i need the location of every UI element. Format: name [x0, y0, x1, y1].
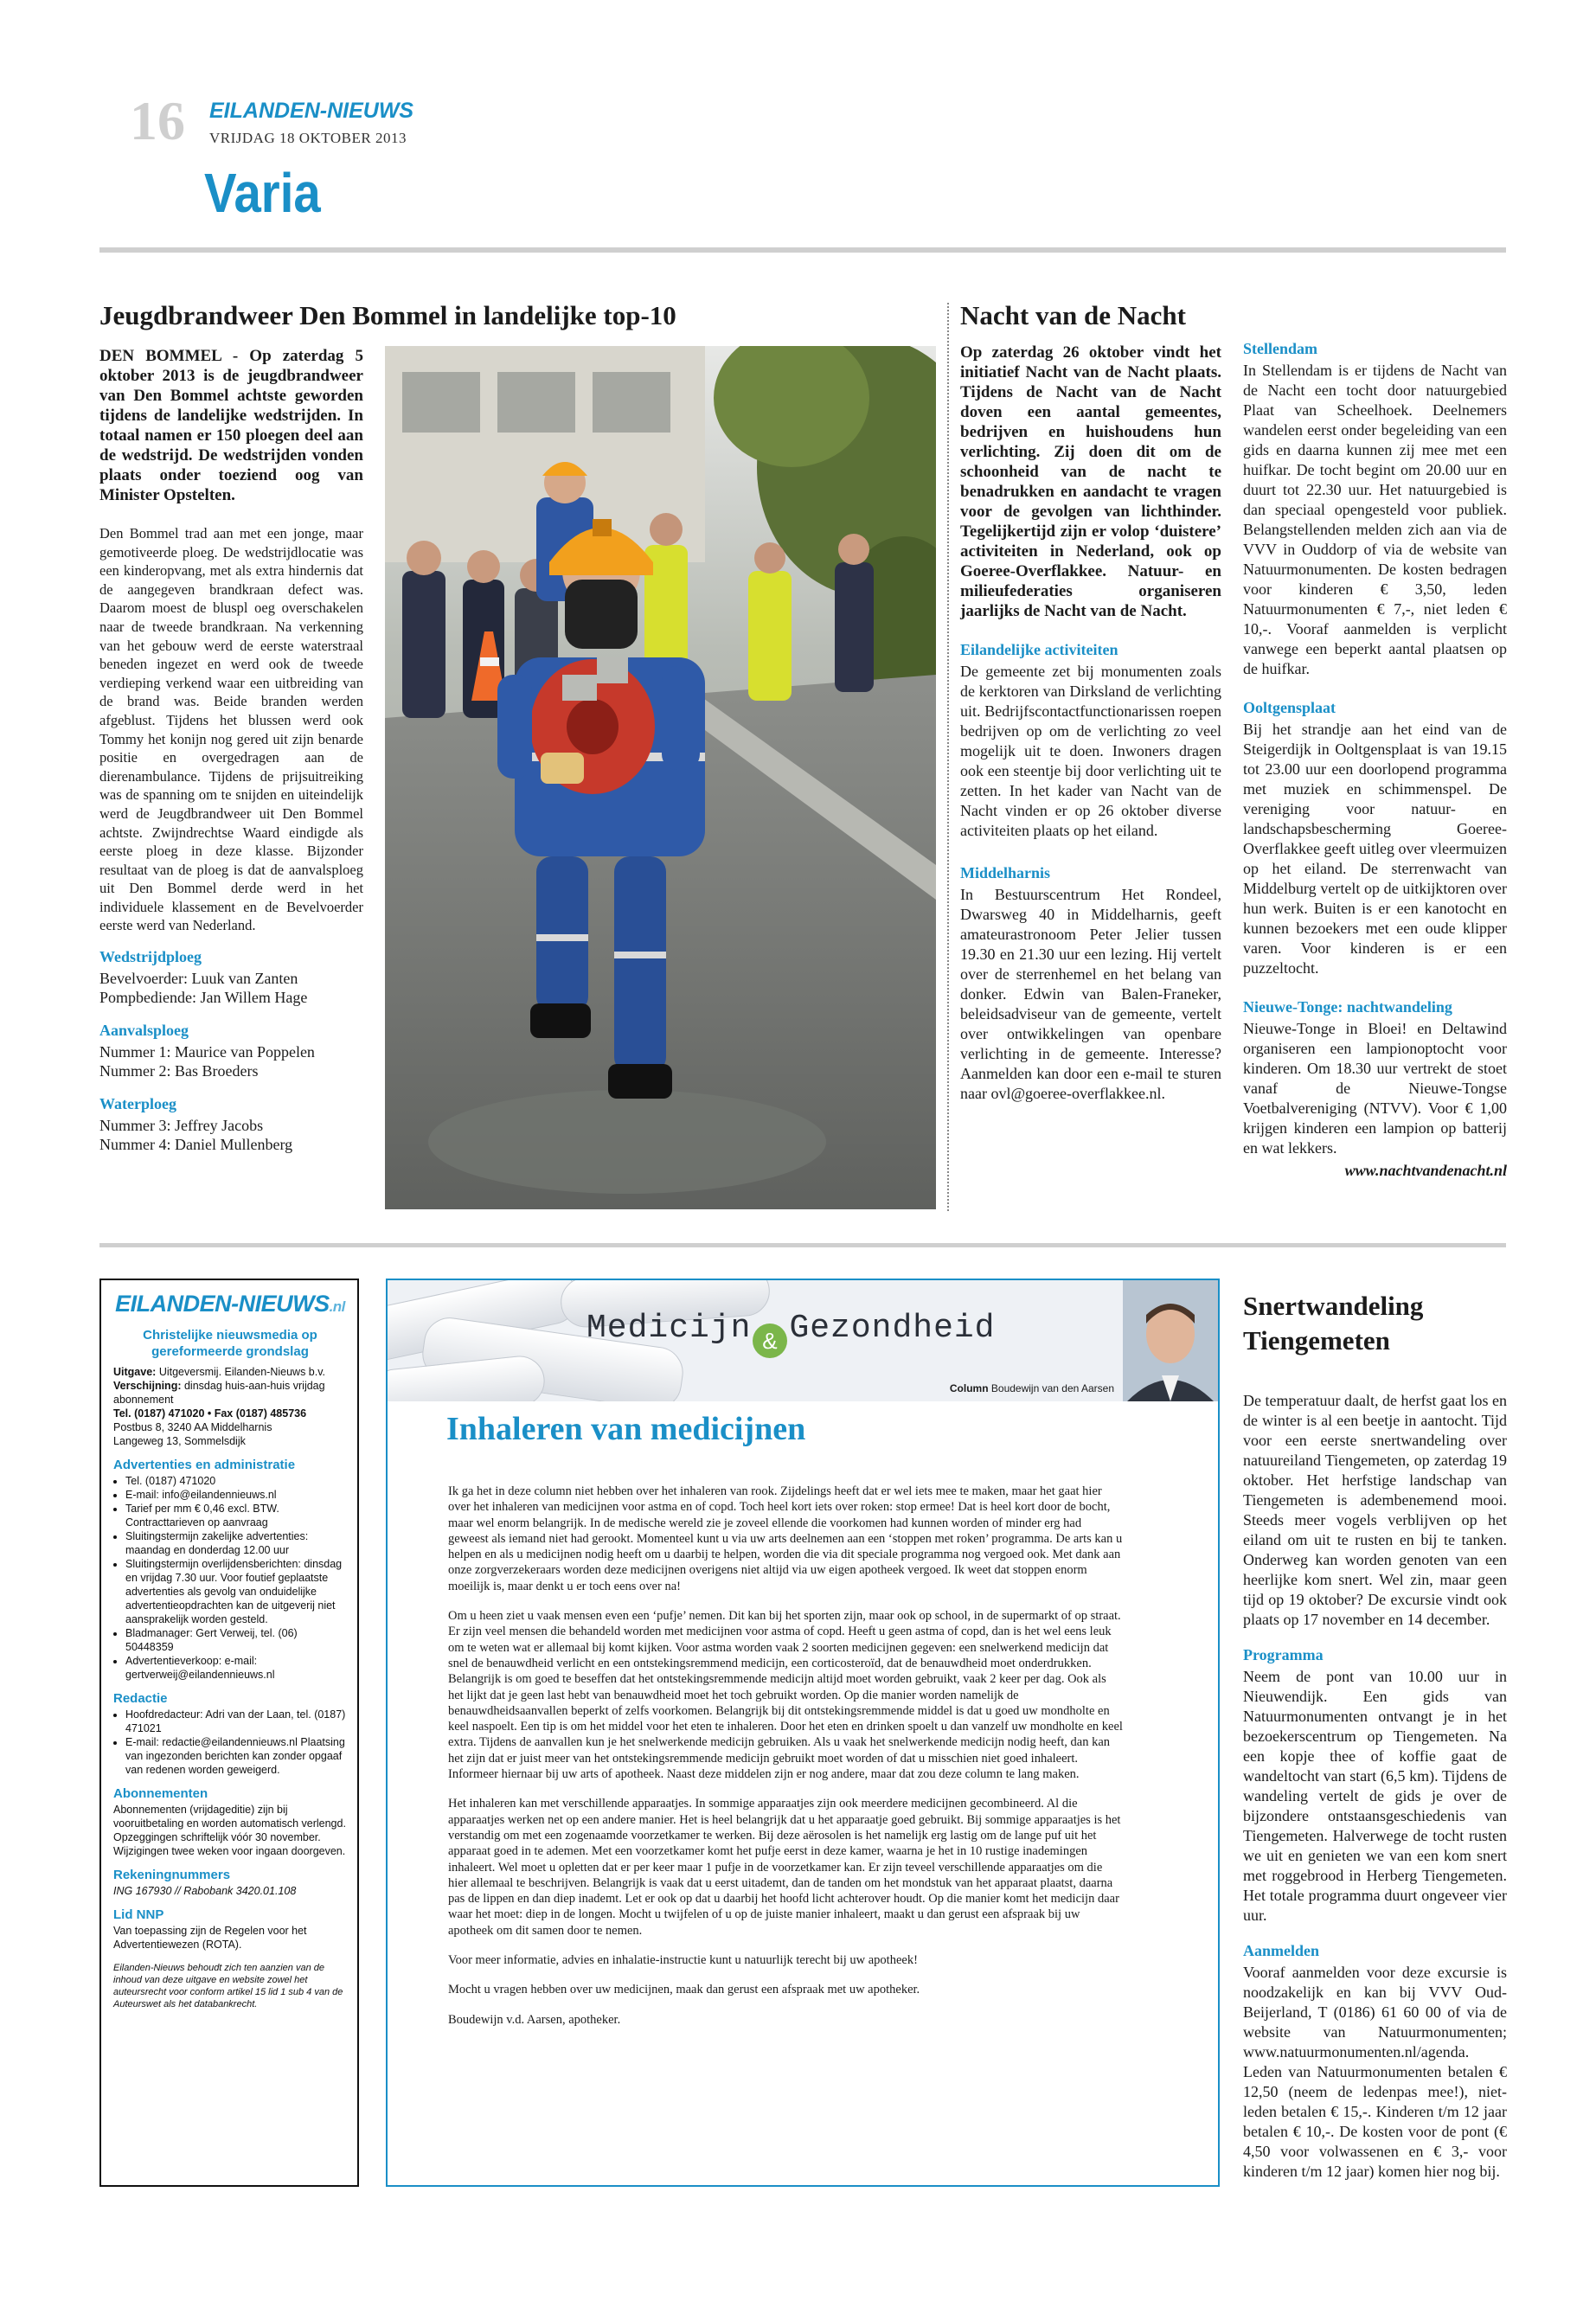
- article2-title: Nacht van de Nacht: [960, 300, 1186, 330]
- section-heading: Nieuwe-Tonge: nachtwandeling: [1243, 998, 1452, 1016]
- team-member: Pompbediende: Jan Willem Hage: [99, 989, 308, 1007]
- column-paragraph: Ik ga het in deze column niet hebben over het inhaleren van rook. Zijdelings heeft dat er wel iets mee te maken, maar het gaat hier over het inhaleren van medicijnen voor astma en of copd. Toch heel kort iets over roken: stop ermee! Dat is heel kort door de bocht, maar wel enorm belangrijk. In de medische wereld zie je zoveel ellende die voorkomen had kunnen worden of minder erg had geweest als iemand niet had gerookt. Momenteel kunt u via uw arts deelnemen aan een ‘stoppen met roken’ programma. De arts kan u helpen en als u medicijnen nodig heeft om u daarbij te helpen, worden die via dit speciale programma nog vergoed ook. Met dank aan onze zorgverzekeraars worden deze medicijnen overigens niet altijd via uw eigen apotheek vergoed. Ik weet dat stoppen enorm moeilijk is, maar denkt u er toch eens over na!: [448, 1484, 1123, 1593]
- middle-rule: [99, 1243, 1506, 1247]
- article3-title: [1243, 1289, 1507, 1358]
- header-word-left: Medicijn: [586, 1310, 752, 1347]
- team-member: Nummer 4: Daniel Mullenberg: [99, 1136, 293, 1154]
- column-paragraph: Mocht u vragen hebben over uw medicijnen, maak dan gerust een afspraak met uw apotheker.: [448, 1983, 920, 1997]
- section-title: Varia: [204, 162, 321, 224]
- section-heading: Aanmelden: [1243, 1942, 1320, 1959]
- issue-date: VRIJDAG 18 OKTOBER 2013: [209, 130, 407, 146]
- byline-label: Column: [949, 1382, 989, 1394]
- byline-name: Boudewijn van den Aarsen: [990, 1382, 1114, 1394]
- colophon-heading: Lid NNP: [113, 1907, 164, 1922]
- column-body: [448, 1484, 1123, 2028]
- article1-body: Den Bommel trad aan met een jonge, maar gemotiveerde ploeg. De wedstrijdlocatie was een kinderopvang, met als extra hindernis dat de aangegeven brandkraan defect was. Daarom moest de bluspl oeg overschakelen naar de tweede brandkraan. Na verkenning van het gebouw werd de eerste waterstraal beneden ingezet en werd ook de tweede verdieping verkend waar een uitbreiding van de brand was. Beide branden werden afgeblust. Tijdens het blussen werd ook Tommy het konijn nog gered uit zijn benarde positie en overgedragen aan de dierenambulance. Tijdens de prijsuitreiking was de spanning om te snijden en uiteindelijk werd de Jeugdbrandweer uit Den Bommel achtste. Zwijndrechtse Waard eindigde als eerste ploeg in deze klasse. Bijzonder resultaat van de ploeg is dat de aanvalsploeg uit Den Bommel derde werd in het individuele klassement en de Bevelvoerder eerste werd van Nederland.: [99, 525, 363, 934]
- colophon-list-item[interactable]: • E-mail: info@eilandennieuws.nl: [125, 1488, 347, 1502]
- colophon-list-item: • Sluitingstermijn overlijdensberichten: dinsdag en vrijdag 7.30 uur. Voor foutief geplaatste advertenties als gevolg van onduidelijke advertentieopdrachten kan de uitgeverij niet aansprakelijk worden gesteld.: [125, 1557, 347, 1626]
- team-member: Nummer 1: Maurice van Poppelen: [99, 1043, 315, 1061]
- column-signature: Boudewijn v.d. Aarsen, apotheker.: [448, 2012, 621, 2027]
- article2-column1: [960, 343, 1221, 1104]
- colophon-brand: EILANDEN-NIEUWS: [115, 1291, 330, 1317]
- colophon-list-item: • Bladmanager: Gert Verweij, tel. (06) 50448359: [125, 1626, 347, 1654]
- column-paragraph: Om u heen ziet u vaak mensen even een ‘pufje’ nemen. Dit kan bij het sporten zijn, maar ook op school, in de supermarkt of op straat. Er zijn veel mensen die behandeld worden met medicijnen voor astma of copd. Heeft u geen astma of copd, dan is het wel eens leuk om te weten wat er allemaal bij komt kijken. Voor astma worden vaak 2 soorten medicijnen gegeven: een snelwerkend medicijn dat snel de benauwdheid verlicht en een ontstekingsremmend medicijn, een corticosteroïd, dat de benauwdheid moet onderdrukken. Belangrijk is om goed te beseffen dat het ontstekingsremmende medicijn altijd moet worden gebruikt, vaak 2 keer per dag. Ook als het lijkt dat je geen last hebt van benauwdheid moet het toch gebruikt worden. Op die manier worden namelijk de benauwdheidsaanvallen beperkt of zelfs voorkomen. Belangrijk bij dit ontstekingsremmende middel is dat u goed uw mondholte en keel naspoelt. Een tip is om het middel voor het eten te inhaleren. Door het eten en drinken spoelt u dan vanzelf uw mondholte en keel extra. Tijdens de aanvallen kun je het snelwerkende medicijn gebruiken. Als u vaak het snelwerkende medicijn nodig heeft, dan kan het zijn dat er juist meer van het ontstekingsremmende medicijn gebruikt moet worden of dat u misschien niet goed inhaleert. Informeer hiernaar bij uw arts of apotheek. Naast deze middelen zijn er nog andere, maar dat zou deze column te lang maken.: [448, 1609, 1123, 1782]
- firefighter-photo-illustration: [385, 346, 936, 1209]
- colophon-nnp-text: Van toepassing zijn de Regelen voor het Advertentiewezen (ROTA).: [113, 1925, 307, 1951]
- health-column-box: [386, 1279, 1220, 2187]
- colophon-verschijning: Verschijning: dinsdag huis-aan-huis vrijdag abonnement: [113, 1380, 325, 1406]
- colophon-list-item: • Hoofdredacteur: Adri van der Laan, tel. (0187) 471021: [125, 1708, 347, 1735]
- article1-lead: DEN BOMMEL - Op zaterdag 5 oktober 2013 is de jeugdbrandweer van Den Bommel achtste geworden tijdens de landelijke wedstrijden. In totaal namen er 150 ploegen deel aan de wedstrijd. De wedstrijden vonden plaats onder toeziend oog van Minister Opstelten.: [99, 347, 363, 504]
- header-word-right: Gezondheid: [789, 1310, 996, 1347]
- article3-title-line: Snertwandeling: [1243, 1291, 1424, 1321]
- article3-intro: De temperatuur daalt, de herfst gaat los en de winter is al een beetje in aantocht. Tijd voor een eerste snertwandeling over natuureiland Tiengemeten, op zaterdag 19 oktober. Het herfstige landschap van Tiengemeten is adembenemend mooi. Steeds meer vogels verblijven op het eiland om uit te rusten en bij te tanken. Onderweg kan worden genoten van een heerlijke kom snert. Wel zin, maar geen tijd op 19 oktober? De excursie vindt ook plaats op 17 november en 14 december.: [1243, 1392, 1507, 1628]
- colophon-list-item: • Tarief per mm € 0,46 excl. BTW. Contracttarieven op aanvraag: [125, 1502, 347, 1529]
- column-title: Inhaleren van medicijnen: [446, 1411, 806, 1447]
- article2-url[interactable]: www.nachtvandenacht.nl: [1344, 1162, 1507, 1179]
- colophon-heading: Rekeningnummers: [113, 1868, 231, 1882]
- column-byline: [950, 1382, 1114, 1394]
- article3-body: [1243, 1391, 1507, 2182]
- ampersand-badge: &: [753, 1324, 787, 1358]
- section-text: In Stellendam is er tijdens de Nacht van de Nacht een tocht door natuurgebied Plaat van Scheelhoek. Deelnemers wandelen eerst onder begeleiding van een gids en daarna kunnen zij mee met een huifkar. De tocht begint om 20.00 uur en duurt tot 22.30 uur. Het natuurgebied is dan speciaal opengesteld voor publiek. Belangstellenden melden zich aan via de VVV in Ouddorp of via de website van Natuurmonumenten. De kosten bedragen voor kinderen € 3,50, leden Natuurmonumenten € 7,-, niet leden € 10,-. Vooraf aanmelden is verplicht vanwege een beperkt aantal plaatsen op de huifkar.: [1243, 362, 1507, 677]
- team-heading: Waterploeg: [99, 1095, 176, 1113]
- team-member: Bevelvoerder: Luuk van Zanten: [99, 970, 298, 988]
- team-list: [99, 947, 363, 1154]
- team-heading: Aanvalsploeg: [99, 1022, 189, 1040]
- section-text: In Bestuurscentrum Het Rondeel, Dwarsweg 40 in Middelharnis, geeft amateurastronoom Peter Jelier tussen 19.30 en 21.30 uur een lezing. Hij vertelt over de sterrenhemel en het belang van donker. Edwin van Balen-Franeker, beleidsadviseur van de gemeente, vertelt over ontwikkelingen van openbare verlichting in de gemeente. Interesse? Aanmelden kan door een e-mail te sturen naar ovl@goeree-overflakkee.nl.: [960, 886, 1221, 1102]
- column-header-title: [586, 1310, 995, 1358]
- colophon-uitgave: Uitgave: Uitgeversmij. Eilanden-Nieuws b.v.: [113, 1366, 326, 1378]
- section-heading: Middelharnis: [960, 864, 1051, 881]
- article1-title: Jeugdbrandweer Den Bommel in landelijke top-10: [99, 300, 676, 330]
- column-paragraph: Voor meer informatie, advies en inhalatie-instructie kunt u natuurlijk terecht bij uw apotheek!: [448, 1953, 918, 1968]
- colophon-tagline: Christelijke nieuwsmedia op gereformeerde grondslag: [143, 1328, 317, 1359]
- pill-shape: [388, 1354, 547, 1401]
- section-text: De gemeente zet bij monumenten zoals de kerktoren van Dirksland de verlichting uit. Bedrijfscontactfunctionarissen roepen bedrijven op om de verlichting zo veel mogelijk uit te doen. Inwoners dragen ook een steentje bij door verlichting uit te zetten. In het kader van Nacht van de Nacht vinden er op 26 oktober diverse activiteiten plaats op het eiland.: [960, 663, 1221, 839]
- page-number: 16: [130, 90, 185, 151]
- colophon-tel: Tel. (0187) 471020 • Fax (0187) 485736: [113, 1407, 307, 1420]
- team-member: Nummer 2: Bas Broeders: [99, 1062, 259, 1080]
- section-heading: Programma: [1243, 1646, 1324, 1663]
- colophon-logo: [113, 1291, 347, 1320]
- article3-title-line: Tiengemeten: [1243, 1325, 1390, 1356]
- colophon-address: Langeweg 13, Sommelsdijk: [113, 1435, 246, 1447]
- article1-photo: [385, 346, 936, 1209]
- brand-logo: EILANDEN-NIEUWS: [209, 99, 414, 123]
- section-text: Vooraf aanmelden voor deze excursie is noodzakelijk en kan bij VVV Oud-Beijerland, T (0186) 61 60 00 of via de website van Natuurmonumenten; www.natuurmonumenten.nl/agenda. Leden van Natuurmonumenten betalen € 12,50 (neem de ledenpas mee!), niet-leden betalen € 15,-. Kinderen t/m 12 jaar betalen € 10,-. De kosten voor de pont (€ 4,50 voor volwassenen en € 3,- voor kinderen t/m 12 jaar) komen hier nog bij.: [1243, 1964, 1507, 2180]
- article1-text-column: [99, 346, 363, 1154]
- colophon-heading: Abonnementen: [113, 1786, 208, 1801]
- header-rule: [99, 247, 1506, 253]
- section-text: Nieuwe-Tonge in Bloei! en Deltawind organiseren een lampionoptocht voor kinderen. Om 18.30 uur vertrekt de stoet vanaf de Nieuwe-Tongse Voetbalvereniging (NTVV). Voor € 1,00 krijgen kinderen een lampion op batterij en wat lekkers.: [1243, 1020, 1507, 1157]
- article2-lead: Op zaterdag 26 oktober vindt het initiatief Nacht van de Nacht plaats. Tijdens de Nacht van de Nacht doven een aantal gemeentes, bedrijven en huishoudens hun verlichting. Zij doen dit om de schoonheid van de nacht te benadrukken en aandacht te vragen voor de gevolgen van lichthinder. Tegelijkertijd zijn er volop ‘duistere’ activiteiten in Nederland, ook op Goeree-Overflakkee. Natuur- en milieufederaties organiseren jaarlijks de Nacht van de Nacht.: [960, 343, 1221, 620]
- colophon-brand-suffix: .nl: [329, 1298, 345, 1315]
- column-paragraph: Het inhaleren kan met verschillende apparaatjes. In sommige apparaatjes zijn ook meerdere medicijnen gecombineerd. Al die apparaatjes werken net op een andere manier. Het is heel belangrijk dat u het apparaatje goed gebruikt. Bij sommige apparaatjes is het verstandig om met een zogenaamde voorzetkamer te werken. Bij deze aërosolen is het namelijk erg lastig om de lange puf uit het apparaat goed in te ademen. Met een voorzetkamer komt het pufje eerst in deze kamer, waarna je het in 10 rustige inademingen inhaleert. Wel moet u opletten dat er per keer maar 1 pufje in de voorzetkamer kan. Er zijn teveel verschillende apparaatjes om die hier allemaal te beschrijven. Belangrijk is vaak dat u eerst uitademt, dan de tanden om het mondstuk van het apparaat plaatst, daarna pas de lippen en dan diep inademt. Let er ook op dat u daarbij het hoofd licht achterover houdt. Op die manier komt het medicijn daar waar het moet: diep in de longen. Mocht u twijfelen of u op de juiste manier inhaleert, maakt u dan gerust een afspraak bij uw apotheek om dit samen door te nemen.: [448, 1797, 1121, 1938]
- colophon-list-item: • Tel. (0187) 471020: [125, 1474, 347, 1488]
- colophon-box: [99, 1279, 359, 2187]
- colophon-disclaimer: Eilanden-Nieuws behoudt zich ten aanzien van de inhoud van deze uitgave en website zowel het auteursrecht voor conform artikel 15 lid 1 sub 4 van de Auteurswet als het databankrecht.: [113, 1963, 343, 2009]
- column-separator: [947, 303, 949, 1211]
- section-heading: Stellendam: [1243, 340, 1318, 357]
- author-avatar-icon: [1123, 1280, 1218, 1401]
- colophon-list-item[interactable]: • E-mail: redactie@eilandennieuws.nl Plaatsing van ingezonden berichten kan zonder opgaaf van redenen worden geweigerd.: [125, 1735, 347, 1777]
- section-heading: Ooltgensplaat: [1243, 699, 1336, 716]
- section-heading: Eilandelijke activiteiten: [960, 641, 1118, 658]
- colophon-list-item: • Sluitingstermijn zakelijke advertenties: maandag en donderdag 12.00 uur: [125, 1529, 347, 1557]
- colophon-heading: Redactie: [113, 1691, 168, 1706]
- colophon-rek-text: ING 167930 // Rabobank 3420.01.108: [113, 1885, 297, 1897]
- colophon-heading: Advertenties en administratie: [113, 1458, 296, 1472]
- author-portrait: [1123, 1280, 1218, 1401]
- colophon-adv-list: [113, 1474, 347, 1682]
- section-text: Bij het strandje aan het eind van de Steigerdijk in Ooltgensplaat is van 19.15 tot 23.00 uur een doorlopend programma met muziek en schimmenspel. De vereniging voor natuur- en landschapsbescherming Goeree-Overflakkee geeft uitleg over vleermuizen op het eiland. De sterrenwacht van Middelburg vertelt op de uitkijktoren over hun werk. Buiten is er een kanotocht en kunnen bezoekers met een oude klipper varen. Voor kinderen is er een puzzeltocht.: [1243, 721, 1507, 977]
- colophon-abon-text: Abonnementen (vrijdageditie) zijn bij vooruitbetaling en worden automatisch verlengd. Opzeggingen schriftelijk vóór 30 november. Wijzigingen twee weken voor ingaan doorgeven.: [113, 1804, 346, 1857]
- team-member: Nummer 3: Jeffrey Jacobs: [99, 1117, 264, 1135]
- colophon-redactie-list: [113, 1708, 347, 1777]
- section-text: Neem de pont van 10.00 uur in Nieuwendijk. Een gids van Natuurmonumenten ontvangt je in het bezoekerscentrum op Tiengemeten. Na een kopje thee of koffie gaat de wandeltocht van start (6,5 km). Tijdens de wandeling vertelt de gids je over de bijzondere ontstaansgeschiedenis van Tiengemeten. Halverwege de tocht rusten we uit en genieten we van een kom snert met roggebrood in Herberg Tiengemeten. Het totale programma duurt ongeveer vier uur.: [1243, 1668, 1507, 1924]
- colophon-address: Postbus 8, 3240 AA Middelharnis: [113, 1421, 272, 1433]
- colophon-list-item[interactable]: • Advertentieverkoop: e-mail: gertverweij@eilandennieuws.nl: [125, 1654, 347, 1682]
- article2-column2: [1243, 339, 1507, 1180]
- team-heading: Wedstrijdploeg: [99, 948, 202, 966]
